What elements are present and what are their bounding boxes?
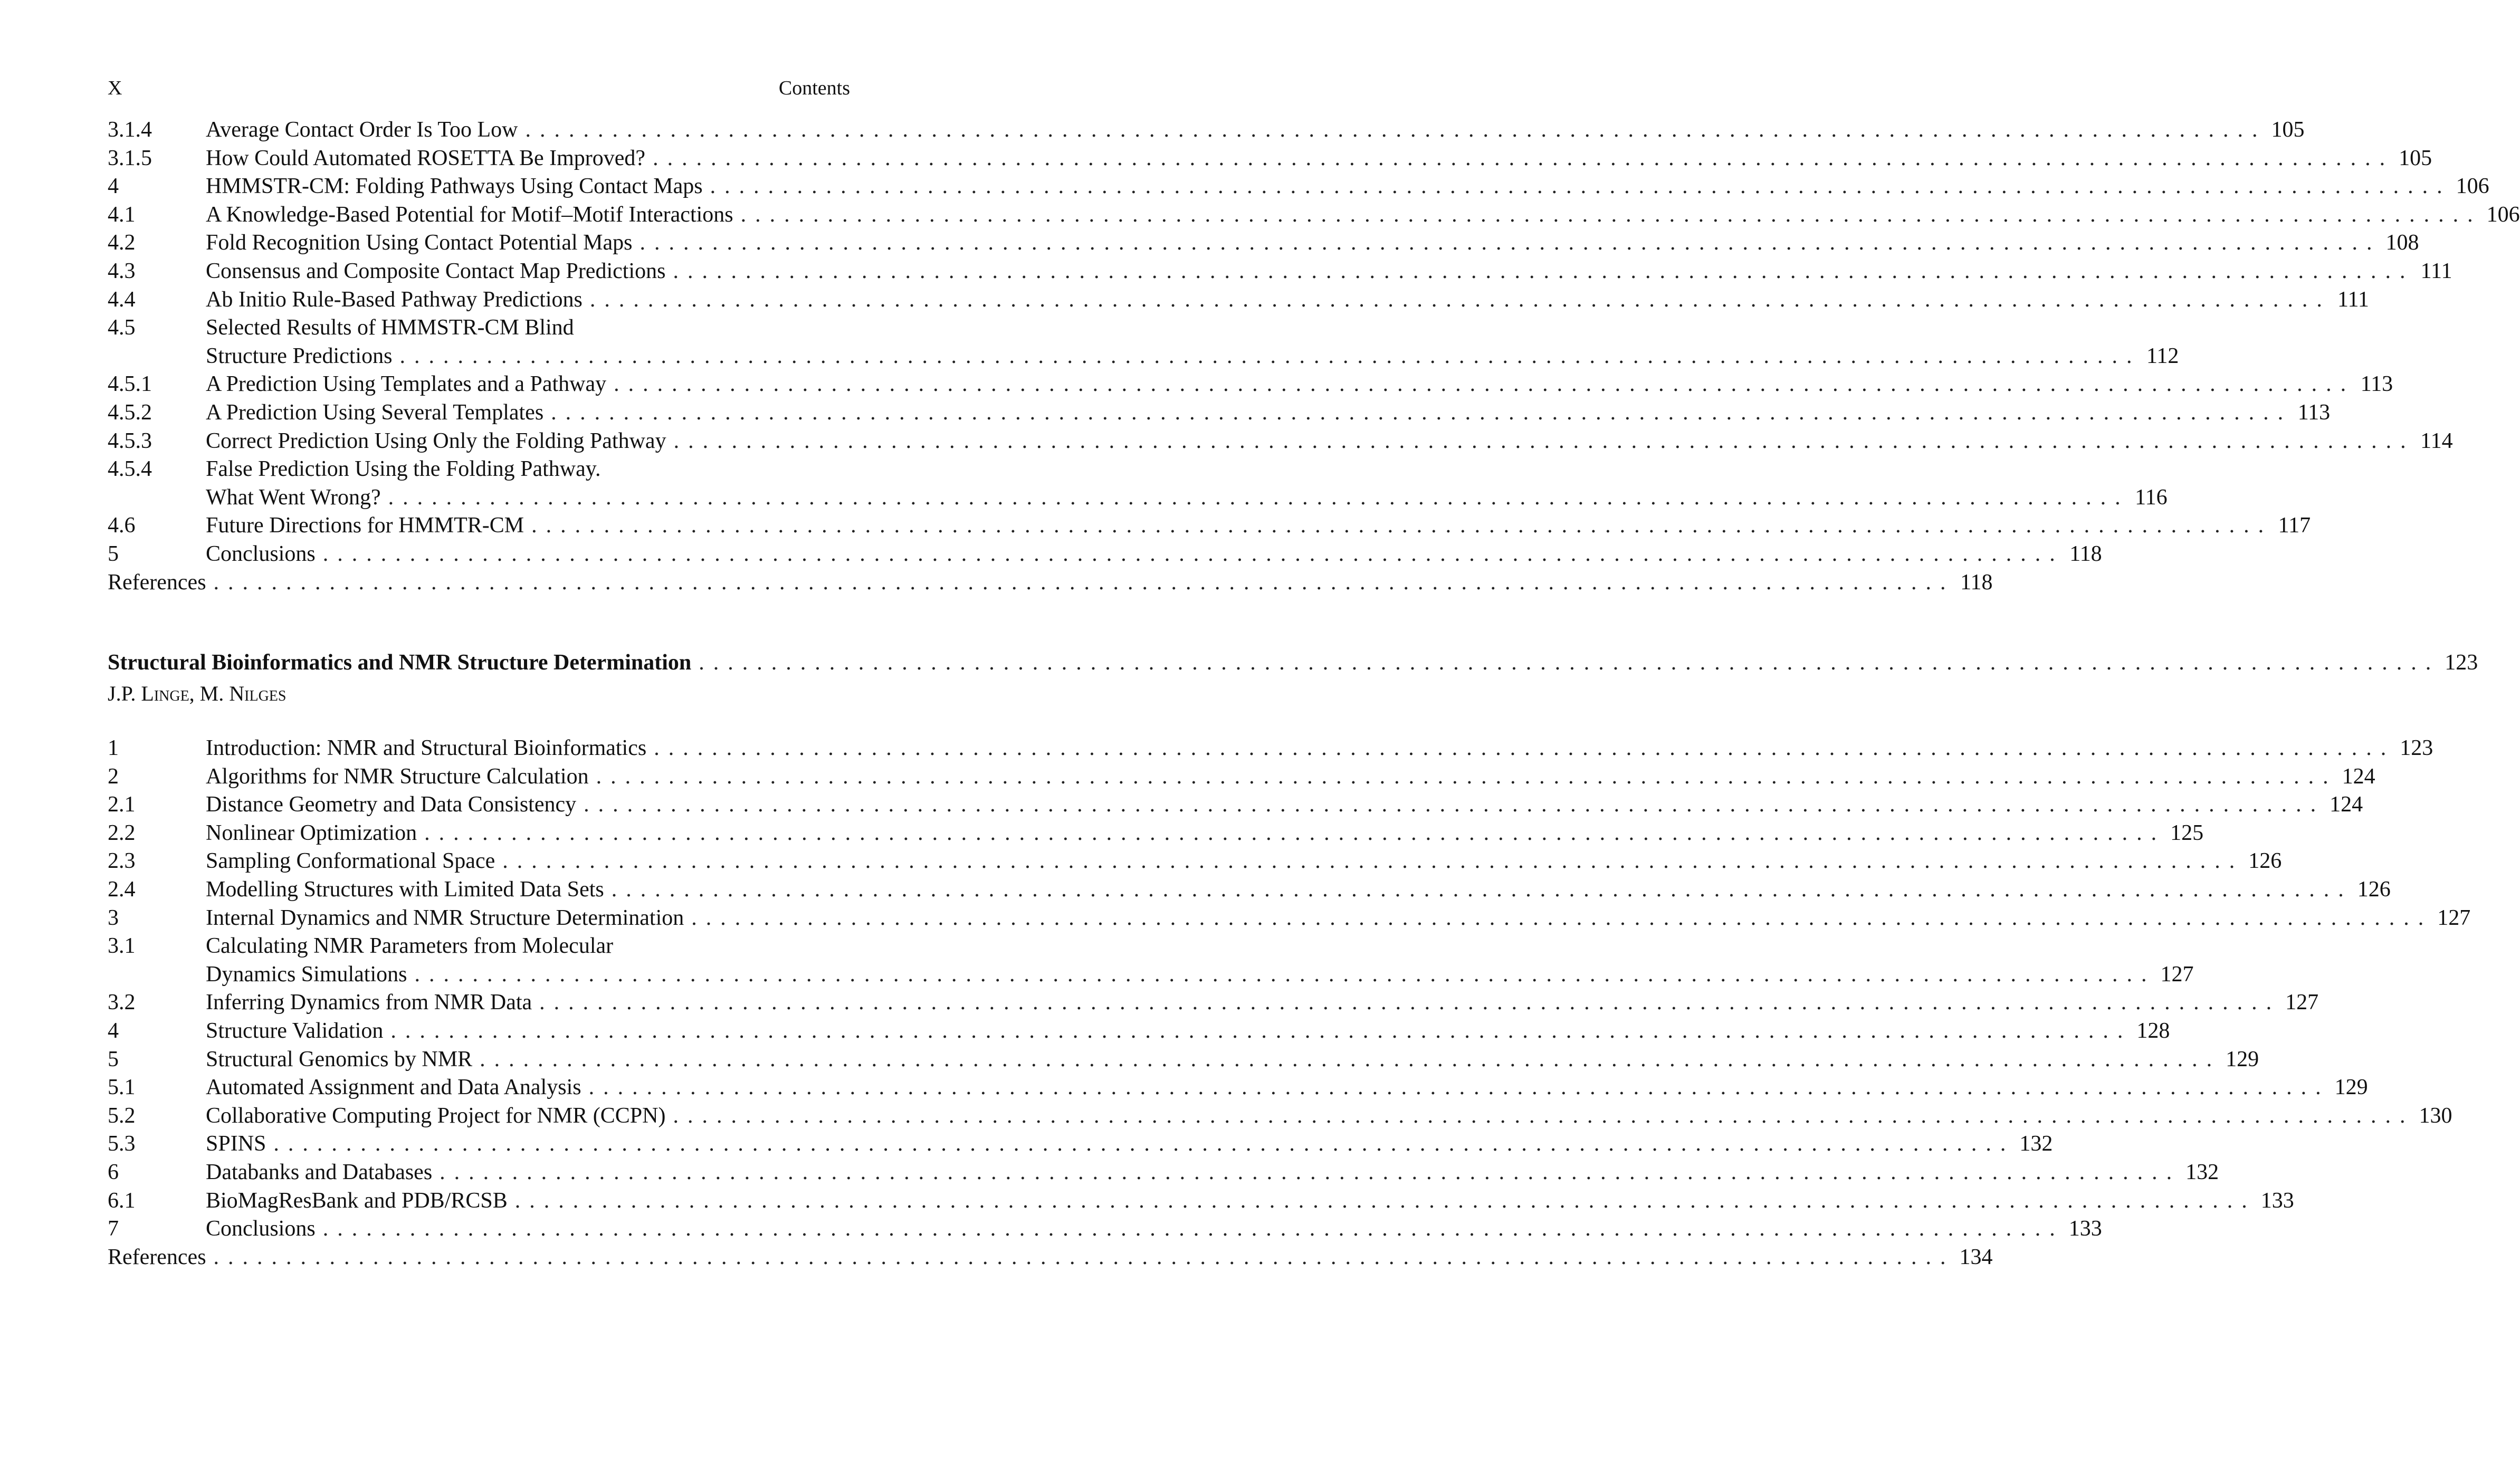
toc-entry-title: Nonlinear Optimization — [206, 820, 417, 845]
toc-entry-page: 106 — [2486, 202, 2520, 227]
toc-entry-page: 105 — [2271, 118, 2305, 142]
dot-leader: ........................................................................................................................ — [654, 736, 2395, 760]
toc-entry-title: Fold Recognition Using Contact Potential Maps — [206, 231, 633, 255]
toc-entry[interactable] — [108, 146, 2432, 174]
toc-entry-title: Collaborative Computing Project for NMR (CCPN) — [206, 1103, 666, 1128]
dot-leader: ........................................................................................................................ — [531, 513, 2273, 538]
dot-leader: ........................................................................................................................ — [414, 962, 2156, 987]
chapter-heading — [108, 650, 2478, 708]
toc-section-top — [108, 117, 2520, 598]
toc-entry[interactable] — [108, 1216, 2102, 1245]
toc-entry-number: 4.5.3 — [108, 428, 152, 453]
dot-leader: ........................................................................................................................ — [388, 485, 2130, 510]
toc-entry-number: 4.1 — [108, 202, 136, 227]
toc-entry[interactable] — [108, 1047, 2259, 1075]
toc-entry-number: 4.5.1 — [108, 372, 152, 397]
toc-references-row[interactable] — [108, 570, 1993, 598]
chapter-title: Structural Bioinformatics and NMR Structure Determination — [108, 650, 692, 675]
dot-leader: ........................................................................................................................ — [596, 764, 2337, 789]
toc-entry-title: Internal Dynamics and NMR Structure Determination — [206, 905, 684, 930]
toc-entry-title: Structural Genomics by NMR — [206, 1047, 473, 1071]
toc-entry-number: 5.2 — [108, 1103, 136, 1128]
toc-entry-number: 5.1 — [108, 1075, 136, 1100]
toc-entry-number: 5.3 — [108, 1132, 136, 1156]
toc-entry-title: A Knowledge-Based Potential for Motif–Motif Interactions — [206, 202, 733, 227]
toc-entry-title: SPINS — [206, 1132, 266, 1156]
dot-leader: ........................................................................................................................ — [584, 792, 2325, 817]
dot-leader: ........................................................................................................................ — [614, 372, 2355, 397]
toc-entry-title: HMMSTR-CM: Folding Pathways Using Contact Maps — [206, 174, 703, 199]
toc-entry-number: 4.3 — [108, 259, 136, 283]
toc-entry[interactable] — [108, 877, 2391, 905]
toc-entry-page: 126 — [2357, 877, 2391, 902]
toc-entry-title: Databanks and Databases — [206, 1160, 433, 1184]
toc-entry-page: 132 — [2019, 1132, 2053, 1156]
toc-entry-number: 4.2 — [108, 231, 136, 255]
toc-entry-title: A Prediction Using Templates and a Pathway — [206, 372, 607, 397]
running-title: Contents — [778, 77, 850, 99]
toc-entry[interactable] — [108, 962, 2194, 990]
toc-entry[interactable] — [108, 1188, 2294, 1217]
toc-entry-number: 3.1.5 — [108, 146, 152, 170]
dot-leader: ........................................................................................................................ — [213, 570, 1955, 595]
toc-entry-title: Structure Predictions — [206, 343, 393, 368]
toc-entry-number: 4.5.2 — [108, 400, 152, 425]
toc-entry-number: 3.1 — [108, 934, 136, 959]
dot-leader: ........................................................................................................................ — [539, 990, 2281, 1015]
toc-entry-title: How Could Automated ROSETTA Be Improved? — [206, 146, 646, 170]
toc-entry[interactable] — [108, 905, 2471, 934]
toc-entry[interactable] — [108, 541, 2102, 570]
toc-entry[interactable] — [108, 117, 2305, 146]
dot-leader: ........................................................................................................................ — [399, 343, 2141, 368]
toc-entry-number: 4.5 — [108, 315, 136, 340]
toc-entry-number: 7 — [108, 1217, 119, 1241]
toc-entry-title: Introduction: NMR and Structural Bioinformatics — [206, 736, 647, 760]
toc-entry-page: 113 — [2297, 400, 2331, 425]
toc-entry-title: Selected Results of HMMSTR-CM Blind — [206, 315, 574, 340]
toc-entry-title: Algorithms for NMR Structure Calculation — [206, 764, 589, 789]
page-header — [108, 76, 850, 103]
toc-entry-title: References — [108, 1245, 206, 1269]
toc-entry-number: 3 — [108, 905, 119, 930]
toc-entry-title: References — [108, 570, 206, 595]
toc-entry-number: 4 — [108, 174, 119, 199]
toc-entry[interactable] — [108, 259, 2452, 287]
dot-leader: ........................................................................................................................ — [390, 1018, 2132, 1043]
toc-entry-number: 3.2 — [108, 990, 136, 1015]
toc-entry-title: Correct Prediction Using Only the Folding Pathway — [206, 428, 666, 453]
toc-entry-title: Ab Initio Rule-Based Pathway Predictions — [206, 287, 583, 312]
toc-entry-number: 1 — [108, 736, 119, 760]
toc-entry-page: 127 — [2285, 990, 2319, 1015]
toc-entry-number: 2.1 — [108, 792, 136, 817]
toc-entry[interactable] — [108, 933, 850, 962]
toc-entry-number: 2.4 — [108, 877, 136, 902]
dot-leader: ........................................................................................................................ — [273, 1132, 2015, 1156]
toc-entry-page: 114 — [2420, 428, 2453, 453]
toc-entry-title: Structure Validation — [206, 1018, 384, 1043]
dot-leader: ........................................................................................................................ — [740, 202, 2482, 227]
dot-leader: ........................................................................................................................ — [589, 287, 2331, 312]
toc-entry-page: 105 — [2399, 146, 2432, 170]
toc-entry-page: 111 — [2337, 287, 2369, 312]
toc-entry-page: 118 — [1960, 570, 1993, 595]
toc-entry[interactable] — [108, 343, 2179, 372]
toc-entry[interactable] — [108, 315, 850, 343]
toc-entry-page: 127 — [2160, 962, 2194, 987]
toc-entry-title: Consensus and Composite Contact Map Predictions — [206, 259, 666, 283]
toc-entry-page: 117 — [2278, 513, 2311, 538]
toc-entry-page: 112 — [2146, 343, 2179, 368]
dot-leader: ........................................................................................................................ — [673, 428, 2415, 453]
toc-entry-page: 124 — [2342, 764, 2375, 789]
toc-entry[interactable] — [108, 456, 850, 485]
toc-entry-page: 129 — [2226, 1047, 2259, 1071]
toc-entry-title: Dynamics Simulations — [206, 962, 407, 987]
toc-entry-page: 132 — [2185, 1160, 2219, 1184]
toc-entry-number: 6 — [108, 1160, 119, 1184]
toc-entry-page: 133 — [2260, 1188, 2294, 1213]
dot-leader: ........................................................................................................................ — [710, 174, 2451, 199]
chapter-title-row[interactable] — [108, 650, 2478, 680]
dot-leader: ........................................................................................................................ — [611, 877, 2353, 902]
toc-entry-page: 118 — [2069, 541, 2102, 566]
toc-entry[interactable] — [108, 848, 2282, 877]
dot-leader: ........................................................................................................................ — [424, 820, 2166, 845]
toc-entry-number: 4.6 — [108, 513, 136, 538]
toc-entry-title: Conclusions — [206, 541, 316, 566]
toc-entry-number: 4.4 — [108, 287, 136, 312]
toc-entry-page: 123 — [2400, 736, 2433, 760]
toc-entry-number: 6.1 — [108, 1188, 136, 1213]
toc-entry[interactable] — [108, 400, 2331, 428]
toc-entry[interactable] — [108, 513, 2311, 541]
toc-entry-page: 106 — [2456, 174, 2489, 199]
toc-entry[interactable] — [108, 1075, 2368, 1103]
dot-leader: ........................................................................................................................ — [551, 400, 2293, 425]
toc-entry-number: 5 — [108, 1047, 119, 1071]
toc-entry-number: 2.3 — [108, 849, 136, 874]
toc-entry-number: 5 — [108, 541, 119, 566]
toc-entry-page: 111 — [2420, 259, 2452, 283]
dot-leader: ........................................................................................................................ — [480, 1047, 2221, 1071]
dot-leader: ........................................................................................................................ — [653, 146, 2394, 170]
toc-entry[interactable] — [108, 287, 2369, 315]
toc-entry-title: Average Contact Order Is Too Low — [206, 118, 518, 142]
toc-entry-title: Calculating NMR Parameters from Molecular — [206, 934, 614, 959]
toc-entry-number: 4 — [108, 1018, 119, 1043]
toc-references-row[interactable] — [108, 1245, 1993, 1273]
toc-section-chapter — [108, 735, 2471, 1272]
dot-leader: ........................................................................................................................ — [322, 1217, 2064, 1241]
toc-entry-number: 3.1.4 — [108, 118, 152, 142]
chapter-authors: J.P. Linge, M. Nilges — [108, 682, 287, 705]
toc-entry[interactable] — [108, 820, 2204, 849]
toc-entry-title: False Prediction Using the Folding Pathway. — [206, 457, 601, 482]
toc-entry-page: 125 — [2170, 820, 2204, 845]
toc-entry-title: Future Directions for HMMTR-CM — [206, 513, 524, 538]
toc-entry[interactable] — [108, 1018, 2170, 1047]
dot-leader: ........................................................................................................................ — [673, 1103, 2414, 1128]
toc-entry-page: 127 — [2437, 905, 2471, 930]
toc-entry[interactable] — [108, 1160, 2219, 1188]
dot-leader: ........................................................................................................................ — [525, 118, 2267, 142]
toc-entry-title: Conclusions — [206, 1217, 316, 1241]
toc-entry[interactable] — [108, 792, 2363, 820]
toc-entry-page: 113 — [2360, 372, 2393, 397]
toc-entry-number: 2.2 — [108, 820, 136, 845]
toc-entry-title: Modelling Structures with Limited Data Sets — [206, 877, 604, 902]
toc-entry-title: A Prediction Using Several Templates — [206, 400, 544, 425]
toc-entry-page: 126 — [2248, 849, 2282, 874]
toc-entry[interactable] — [108, 428, 2453, 457]
dot-leader: ........................................................................................................................ — [673, 259, 2414, 283]
toc-entry-title: Automated Assignment and Data Analysis — [206, 1075, 581, 1100]
dot-leader: ........................................................................................................................ — [588, 1075, 2330, 1100]
toc-entry[interactable] — [108, 202, 2520, 231]
toc-entry-title: Sampling Conformational Space — [206, 849, 495, 874]
toc-entry-number: 2 — [108, 764, 119, 789]
toc-entry-page: 133 — [2068, 1217, 2102, 1241]
dot-leader: ........................................................................................................................ — [699, 650, 2440, 675]
dot-leader: ........................................................................................................................ — [514, 1188, 2256, 1213]
chapter-page: 123 — [2445, 650, 2478, 675]
toc-entry-number: 4.5.4 — [108, 457, 152, 482]
toc-entry[interactable] — [108, 371, 2393, 400]
toc-entry-page: 108 — [2385, 231, 2419, 255]
dot-leader: ........................................................................................................................ — [639, 231, 2381, 255]
toc-entry[interactable] — [108, 1103, 2452, 1132]
dot-leader: ........................................................................................................................ — [440, 1160, 2181, 1184]
toc-entry-page: 116 — [2135, 485, 2168, 510]
toc-entry-page: 134 — [1959, 1245, 1993, 1269]
toc-entry-page: 130 — [2419, 1103, 2452, 1128]
toc-entry-title: Distance Geometry and Data Consistency — [206, 792, 577, 817]
toc-entry[interactable] — [108, 735, 2433, 764]
toc-entry-title: BioMagResBank and PDB/RCSB — [206, 1188, 508, 1213]
dot-leader: ........................................................................................................................ — [691, 905, 2433, 930]
toc-entry-page: 124 — [2330, 792, 2363, 817]
toc-entry[interactable] — [108, 174, 2489, 202]
toc-entry[interactable] — [108, 485, 2168, 513]
dot-leader: ........................................................................................................................ — [322, 541, 2064, 566]
page-number: X — [108, 77, 122, 99]
toc-entry-title: Inferring Dynamics from NMR Data — [206, 990, 532, 1015]
toc-entry-page: 128 — [2136, 1018, 2170, 1043]
dot-leader: ........................................................................................................................ — [213, 1245, 1955, 1269]
dot-leader: ........................................................................................................................ — [502, 849, 2244, 874]
toc-entry-title: What Went Wrong? — [206, 485, 381, 510]
toc-entry-page: 129 — [2334, 1075, 2368, 1100]
toc-entry[interactable] — [108, 990, 2319, 1018]
toc-entry[interactable] — [108, 1131, 2053, 1160]
toc-entry[interactable] — [108, 230, 2419, 259]
toc-entry[interactable] — [108, 764, 2375, 792]
